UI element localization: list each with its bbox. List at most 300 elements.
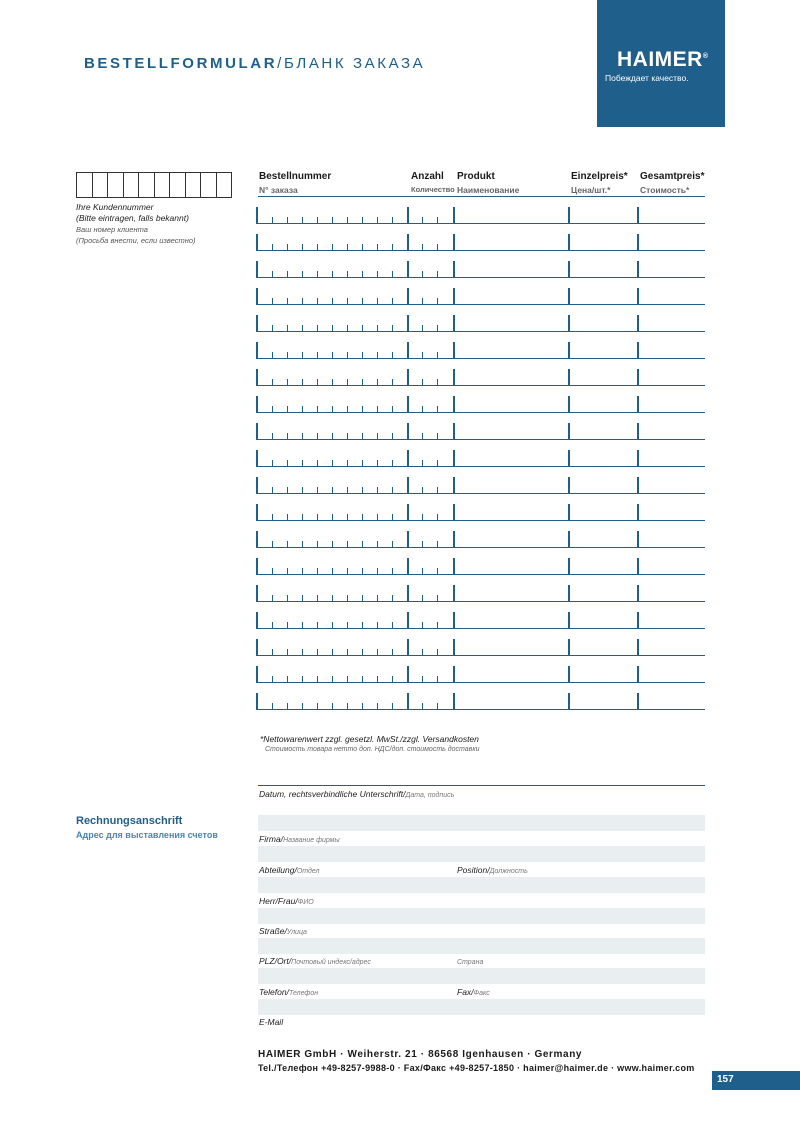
- order-row[interactable]: [256, 339, 705, 359]
- column-divider: [637, 558, 639, 575]
- digit-tick: [272, 649, 273, 656]
- column-header-total-price-ru: Стоимость*: [640, 185, 690, 195]
- digit-tick: [392, 271, 393, 278]
- digit-tick: [302, 568, 303, 575]
- digit-tick: [332, 541, 333, 548]
- order-row[interactable]: [256, 636, 705, 656]
- digit-tick: [377, 514, 378, 521]
- digit-tick: [287, 703, 288, 710]
- column-divider: [637, 477, 639, 494]
- digit-tick: [272, 217, 273, 224]
- brand-slogan: Побеждает качество.: [605, 73, 689, 83]
- digit-tick: [437, 703, 438, 710]
- digit-tick: [317, 622, 318, 629]
- digit-tick: [347, 433, 348, 440]
- digit-tick: [302, 676, 303, 683]
- digit-tick: [437, 217, 438, 224]
- column-divider: [568, 423, 570, 440]
- column-divider: [568, 585, 570, 602]
- digit-tick: [287, 217, 288, 224]
- digit-tick: [302, 541, 303, 548]
- digit-tick: [287, 352, 288, 359]
- digit-tick: [347, 298, 348, 305]
- column-divider: [568, 342, 570, 359]
- digit-tick: [422, 487, 423, 494]
- digit-tick: [317, 568, 318, 575]
- order-row[interactable]: [256, 447, 705, 467]
- digit-tick: [287, 541, 288, 548]
- digit-tick: [377, 703, 378, 710]
- digit-tick: [422, 433, 423, 440]
- digit-tick: [272, 676, 273, 683]
- digit-tick: [317, 703, 318, 710]
- digit-tick: [302, 298, 303, 305]
- digit-tick: [437, 325, 438, 332]
- digit-tick: [272, 325, 273, 332]
- digit-tick: [347, 595, 348, 602]
- column-divider: [256, 450, 258, 467]
- digit-tick: [347, 217, 348, 224]
- column-divider: [407, 450, 409, 467]
- customer-number-label-ru: Ваш номер клиента (Просьба внести, если известно): [76, 225, 196, 245]
- order-row[interactable]: [256, 366, 705, 386]
- digit-tick: [302, 649, 303, 656]
- digit-tick: [362, 541, 363, 548]
- order-row[interactable]: [256, 258, 705, 278]
- digit-tick: [392, 406, 393, 413]
- digit-tick: [362, 595, 363, 602]
- digit-tick: [347, 541, 348, 548]
- digit-tick: [422, 379, 423, 386]
- digit-tick: [347, 460, 348, 467]
- column-divider: [568, 396, 570, 413]
- field-name[interactable]: Herr/Frau/ФИО: [259, 896, 314, 906]
- digit-tick: [377, 352, 378, 359]
- column-divider: [568, 450, 570, 467]
- column-divider: [568, 369, 570, 386]
- customer-number-cell[interactable]: [124, 173, 140, 197]
- digit-tick: [422, 541, 423, 548]
- digit-tick: [347, 703, 348, 710]
- digit-tick: [347, 487, 348, 494]
- digit-tick: [437, 244, 438, 251]
- digit-tick: [317, 217, 318, 224]
- column-divider: [568, 234, 570, 251]
- digit-tick: [437, 541, 438, 548]
- order-row[interactable]: [256, 528, 705, 548]
- order-row[interactable]: [256, 420, 705, 440]
- customer-number-cell[interactable]: [155, 173, 171, 197]
- digit-tick: [272, 352, 273, 359]
- column-divider: [453, 531, 455, 548]
- table-header-rule: [258, 196, 705, 197]
- digit-tick: [332, 217, 333, 224]
- digit-tick: [377, 595, 378, 602]
- column-divider: [637, 666, 639, 683]
- digit-tick: [332, 271, 333, 278]
- digit-tick: [377, 649, 378, 656]
- order-row[interactable]: [256, 393, 705, 413]
- digit-tick: [437, 379, 438, 386]
- digit-tick: [362, 433, 363, 440]
- field-company[interactable]: Firma/Название фирмы: [259, 834, 340, 844]
- column-divider: [453, 423, 455, 440]
- digit-tick: [287, 325, 288, 332]
- digit-tick: [302, 379, 303, 386]
- column-divider: [568, 288, 570, 305]
- digit-tick: [302, 217, 303, 224]
- digit-tick: [422, 649, 423, 656]
- column-divider: [407, 261, 409, 278]
- digit-tick: [272, 460, 273, 467]
- column-divider: [407, 477, 409, 494]
- field-band: [258, 938, 705, 954]
- digit-tick: [377, 568, 378, 575]
- digit-tick: [317, 244, 318, 251]
- column-divider: [453, 504, 455, 521]
- digit-tick: [302, 325, 303, 332]
- digit-tick: [437, 649, 438, 656]
- digit-tick: [347, 352, 348, 359]
- digit-tick: [437, 622, 438, 629]
- digit-tick: [347, 406, 348, 413]
- digit-tick: [437, 271, 438, 278]
- column-divider: [256, 396, 258, 413]
- column-divider: [453, 234, 455, 251]
- digit-tick: [332, 568, 333, 575]
- digit-tick: [317, 379, 318, 386]
- column-header-quantity-ru: Количество: [411, 185, 455, 194]
- digit-tick: [272, 514, 273, 521]
- field-band: [258, 877, 705, 893]
- digit-tick: [272, 568, 273, 575]
- column-divider: [453, 639, 455, 656]
- column-divider: [568, 504, 570, 521]
- digit-tick: [377, 406, 378, 413]
- digit-tick: [332, 703, 333, 710]
- digit-tick: [362, 676, 363, 683]
- digit-tick: [317, 514, 318, 521]
- digit-tick: [287, 406, 288, 413]
- brand-logo: HAIMER®: [617, 48, 709, 71]
- digit-tick: [272, 244, 273, 251]
- digit-tick: [422, 352, 423, 359]
- column-divider: [453, 693, 455, 710]
- digit-tick: [437, 460, 438, 467]
- digit-tick: [392, 244, 393, 251]
- field-country[interactable]: Страна: [457, 959, 484, 966]
- column-divider: [256, 342, 258, 359]
- column-divider: [407, 207, 409, 224]
- digit-tick: [437, 406, 438, 413]
- customer-number-cell[interactable]: [108, 173, 124, 197]
- field-email[interactable]: E-Mail: [259, 1017, 284, 1027]
- digit-tick: [362, 703, 363, 710]
- column-divider: [407, 531, 409, 548]
- digit-tick: [287, 595, 288, 602]
- column-divider: [256, 666, 258, 683]
- digit-tick: [332, 487, 333, 494]
- digit-tick: [302, 514, 303, 521]
- digit-tick: [272, 622, 273, 629]
- column-header-product: Produkt: [457, 171, 495, 182]
- digit-tick: [422, 406, 423, 413]
- column-divider: [453, 612, 455, 629]
- column-divider: [637, 693, 639, 710]
- column-divider: [256, 558, 258, 575]
- digit-tick: [392, 217, 393, 224]
- column-divider: [568, 558, 570, 575]
- digit-tick: [377, 433, 378, 440]
- column-divider: [637, 315, 639, 332]
- digit-tick: [332, 460, 333, 467]
- order-row[interactable]: [256, 285, 705, 305]
- digit-tick: [422, 271, 423, 278]
- digit-tick: [272, 379, 273, 386]
- column-divider: [256, 234, 258, 251]
- digit-tick: [377, 217, 378, 224]
- digit-tick: [332, 406, 333, 413]
- order-row[interactable]: [256, 501, 705, 521]
- digit-tick: [377, 676, 378, 683]
- signature-label: Datum, rechtsverbindliche Unterschrift/Дата, подпись: [259, 789, 455, 799]
- order-row[interactable]: [256, 690, 705, 710]
- field-band: [258, 908, 705, 924]
- digit-tick: [392, 433, 393, 440]
- digit-tick: [287, 271, 288, 278]
- digit-tick: [392, 676, 393, 683]
- page-title: BESTELLFORMULAR/БЛАНК ЗАКАЗА: [84, 55, 426, 72]
- digit-tick: [317, 487, 318, 494]
- customer-number-cell[interactable]: [201, 173, 217, 197]
- field-phone[interactable]: Telefon/Телефон: [259, 987, 319, 997]
- column-divider: [568, 612, 570, 629]
- page-number-box: [712, 1071, 800, 1090]
- digit-tick: [362, 298, 363, 305]
- column-divider: [407, 342, 409, 359]
- digit-tick: [317, 271, 318, 278]
- digit-tick: [347, 244, 348, 251]
- digit-tick: [362, 622, 363, 629]
- column-divider: [407, 234, 409, 251]
- digit-tick: [272, 406, 273, 413]
- customer-number-cell[interactable]: [170, 173, 186, 197]
- column-header-unit-price-ru: Цена/шт.*: [571, 185, 611, 195]
- digit-tick: [362, 244, 363, 251]
- order-row[interactable]: [256, 474, 705, 494]
- field-position[interactable]: Position/Должность: [457, 865, 528, 875]
- order-row[interactable]: [256, 231, 705, 251]
- digit-tick: [302, 460, 303, 467]
- digit-tick: [377, 244, 378, 251]
- digit-tick: [302, 244, 303, 251]
- column-divider: [637, 450, 639, 467]
- digit-tick: [302, 595, 303, 602]
- column-divider: [453, 558, 455, 575]
- digit-tick: [317, 298, 318, 305]
- field-band: [258, 815, 705, 831]
- digit-tick: [272, 595, 273, 602]
- digit-tick: [422, 703, 423, 710]
- field-fax[interactable]: Fax/Факс: [457, 987, 490, 997]
- digit-tick: [392, 703, 393, 710]
- column-divider: [568, 666, 570, 683]
- digit-tick: [377, 325, 378, 332]
- column-divider: [453, 666, 455, 683]
- digit-tick: [437, 676, 438, 683]
- digit-tick: [302, 622, 303, 629]
- column-divider: [637, 531, 639, 548]
- column-divider: [256, 315, 258, 332]
- digit-tick: [437, 433, 438, 440]
- digit-tick: [392, 649, 393, 656]
- digit-tick: [362, 649, 363, 656]
- digit-tick: [392, 487, 393, 494]
- net-price-note: *Nettowarenwert zzgl. gesetzl. MwSt./zzgl. Versandkosten: [260, 734, 479, 744]
- digit-tick: [422, 622, 423, 629]
- column-divider: [407, 396, 409, 413]
- digit-tick: [362, 271, 363, 278]
- digit-tick: [317, 433, 318, 440]
- footer-address: HAIMER GmbH · Weiherstr. 21 · 86568 Igenhausen · Germany: [258, 1049, 583, 1060]
- signature-line[interactable]: [258, 785, 705, 786]
- digit-tick: [317, 406, 318, 413]
- digit-tick: [332, 298, 333, 305]
- column-divider: [637, 396, 639, 413]
- column-divider: [453, 396, 455, 413]
- digit-tick: [332, 622, 333, 629]
- column-divider: [407, 288, 409, 305]
- digit-tick: [287, 433, 288, 440]
- column-header-product-ru: Наименование: [457, 185, 520, 195]
- digit-tick: [392, 595, 393, 602]
- customer-number-cell[interactable]: [93, 173, 109, 197]
- digit-tick: [287, 676, 288, 683]
- column-divider: [407, 693, 409, 710]
- digit-tick: [437, 514, 438, 521]
- column-divider: [407, 585, 409, 602]
- digit-tick: [272, 541, 273, 548]
- customer-number-grid[interactable]: [76, 172, 232, 198]
- column-divider: [256, 477, 258, 494]
- digit-tick: [392, 298, 393, 305]
- digit-tick: [377, 541, 378, 548]
- column-divider: [637, 207, 639, 224]
- order-row[interactable]: [256, 582, 705, 602]
- column-divider: [407, 315, 409, 332]
- column-header-quantity: Anzahl: [411, 171, 444, 182]
- digit-tick: [437, 487, 438, 494]
- column-header-order-number: Bestellnummer: [259, 171, 332, 182]
- digit-tick: [347, 514, 348, 521]
- column-divider: [256, 369, 258, 386]
- digit-tick: [422, 244, 423, 251]
- digit-tick: [317, 541, 318, 548]
- field-zip-city[interactable]: PLZ/Ort/Почтовый индекс/адрес: [259, 956, 371, 966]
- digit-tick: [437, 352, 438, 359]
- digit-tick: [347, 676, 348, 683]
- column-divider: [453, 450, 455, 467]
- digit-tick: [362, 217, 363, 224]
- digit-tick: [422, 568, 423, 575]
- column-header-unit-price: Einzelpreis*: [571, 171, 628, 182]
- customer-number-cell[interactable]: [217, 173, 232, 197]
- column-divider: [453, 288, 455, 305]
- column-divider: [256, 531, 258, 548]
- digit-tick: [422, 298, 423, 305]
- digit-tick: [302, 406, 303, 413]
- digit-tick: [287, 514, 288, 521]
- order-row[interactable]: [256, 204, 705, 224]
- order-row[interactable]: [256, 663, 705, 683]
- digit-tick: [422, 217, 423, 224]
- order-row[interactable]: [256, 555, 705, 575]
- digit-tick: [332, 649, 333, 656]
- digit-tick: [302, 703, 303, 710]
- digit-tick: [362, 568, 363, 575]
- field-department[interactable]: Abteilung/Отдел: [259, 865, 320, 875]
- digit-tick: [317, 352, 318, 359]
- column-divider: [407, 369, 409, 386]
- column-divider: [453, 477, 455, 494]
- column-divider: [637, 585, 639, 602]
- digit-tick: [392, 541, 393, 548]
- column-divider: [637, 639, 639, 656]
- column-divider: [568, 261, 570, 278]
- digit-tick: [287, 649, 288, 656]
- digit-tick: [332, 325, 333, 332]
- field-street[interactable]: Straße/Улица: [259, 926, 307, 936]
- digit-tick: [287, 298, 288, 305]
- column-divider: [637, 423, 639, 440]
- page-number: 157: [717, 1074, 734, 1085]
- digit-tick: [317, 460, 318, 467]
- customer-number-cell[interactable]: [77, 173, 93, 197]
- digit-tick: [302, 271, 303, 278]
- order-row[interactable]: [256, 609, 705, 629]
- digit-tick: [377, 298, 378, 305]
- customer-number-cell[interactable]: [139, 173, 155, 197]
- digit-tick: [347, 325, 348, 332]
- column-divider: [568, 207, 570, 224]
- customer-number-cell[interactable]: [186, 173, 202, 197]
- digit-tick: [287, 487, 288, 494]
- digit-tick: [272, 703, 273, 710]
- column-divider: [637, 288, 639, 305]
- digit-tick: [362, 460, 363, 467]
- footer-contacts: Tel./Телефон +49-8257-9988-0 · Fax/Факс +49-8257-1850 · haimer@haimer.de · www.haimer.com: [258, 1063, 695, 1073]
- order-row[interactable]: [256, 312, 705, 332]
- column-divider: [568, 693, 570, 710]
- digit-tick: [437, 595, 438, 602]
- field-band: [258, 968, 705, 984]
- digit-tick: [287, 244, 288, 251]
- digit-tick: [377, 379, 378, 386]
- column-divider: [637, 342, 639, 359]
- digit-tick: [422, 676, 423, 683]
- field-band: [258, 846, 705, 862]
- digit-tick: [287, 622, 288, 629]
- digit-tick: [422, 325, 423, 332]
- digit-tick: [332, 433, 333, 440]
- column-divider: [453, 315, 455, 332]
- digit-tick: [317, 649, 318, 656]
- digit-tick: [362, 352, 363, 359]
- digit-tick: [347, 379, 348, 386]
- digit-tick: [302, 352, 303, 359]
- column-divider: [637, 234, 639, 251]
- column-divider: [568, 477, 570, 494]
